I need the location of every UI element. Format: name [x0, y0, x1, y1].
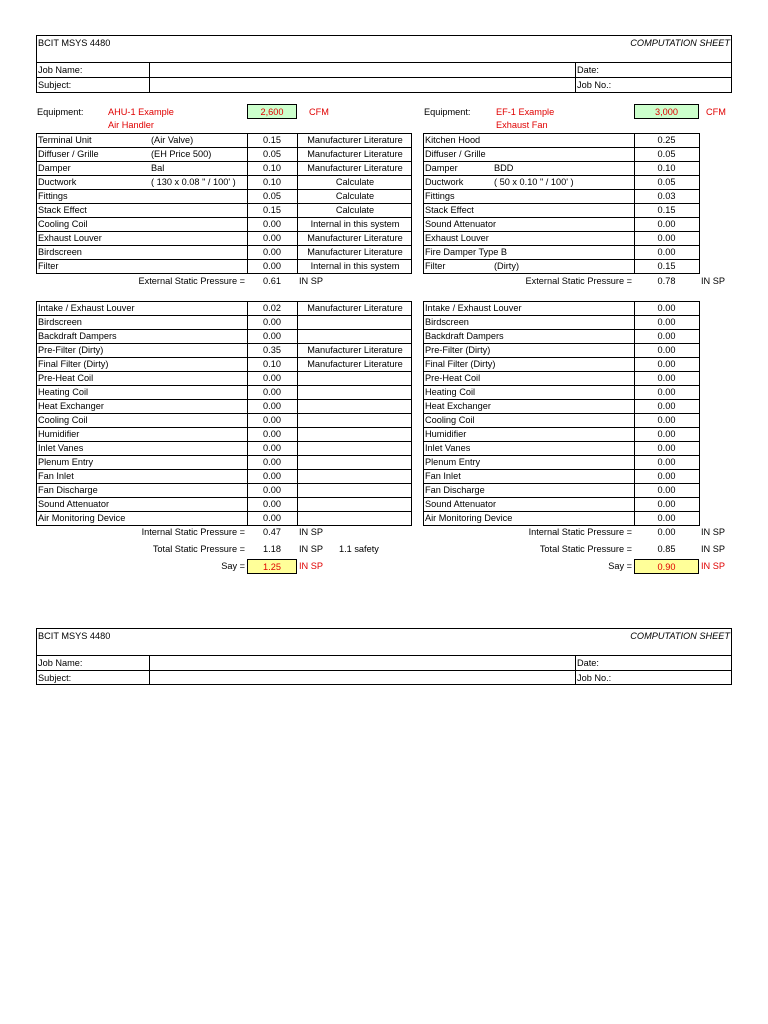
job-name-label: Job Name: [38, 65, 83, 75]
item-label: Birdscreen [425, 317, 469, 327]
pressure-value[interactable]: 0.15 [657, 261, 676, 271]
pressure-value[interactable]: 0.10 [657, 163, 676, 173]
pressure-value[interactable]: 0.00 [263, 219, 281, 229]
table-row [36, 329, 412, 343]
tsp-label: Total Static Pressure = [152, 544, 245, 554]
pressure-value[interactable]: 0.02 [263, 303, 281, 313]
item-label: Cooling Coil [425, 415, 475, 425]
table-row [36, 203, 412, 217]
item-label: Heat Exchanger [38, 401, 104, 411]
pressure-value[interactable]: 0.15 [657, 205, 676, 215]
pressure-value[interactable]: 0.03 [657, 191, 676, 201]
tsp-unit: IN SP [299, 544, 323, 554]
table-row [423, 371, 700, 385]
row-divider [36, 385, 412, 386]
source-note: Manufacturer Literature [307, 247, 403, 257]
pressure-value[interactable]: 0.00 [657, 457, 676, 467]
source-note: Calculate [335, 191, 375, 201]
date-field[interactable] [576, 656, 731, 670]
esp-unit: IN SP [299, 276, 323, 286]
pressure-value[interactable]: 0.10 [263, 177, 281, 187]
pressure-value[interactable]: 0.05 [263, 149, 281, 159]
pressure-value[interactable]: 0.00 [263, 373, 281, 383]
isp-unit: IN SP [701, 527, 725, 537]
table-row [36, 441, 412, 455]
item-label: Birdscreen [38, 247, 82, 257]
source-note: Manufacturer Literature [307, 135, 403, 145]
row-divider [36, 469, 412, 470]
table-row [423, 413, 700, 427]
item-label: Backdraft Dampers [38, 331, 117, 341]
pressure-value[interactable]: 0.15 [263, 135, 281, 145]
equipment-label: Equipment: [37, 107, 84, 117]
pressure-value[interactable]: 0.10 [263, 359, 281, 369]
item-detail: (Dirty) [494, 261, 520, 271]
source-note: Calculate [335, 177, 375, 187]
item-label: Heat Exchanger [425, 401, 491, 411]
item-label: Diffuser / Grille [38, 149, 99, 159]
cfm-unit: CFM [706, 107, 726, 117]
pressure-value[interactable]: 0.00 [263, 485, 281, 495]
table-row [423, 511, 700, 525]
table-row [423, 469, 700, 483]
table-row [423, 441, 700, 455]
pressure-value[interactable]: 0.00 [657, 345, 676, 355]
pressure-value[interactable]: 0.00 [263, 457, 281, 467]
pressure-value[interactable]: 0.05 [657, 177, 676, 187]
table-row [36, 133, 412, 147]
table-row [423, 399, 700, 413]
table-row [423, 175, 700, 189]
item-label: Fire Damper Type B [425, 247, 508, 257]
source-note: Internal in this system [310, 219, 400, 229]
item-label: Pre-Filter (Dirty) [38, 345, 104, 355]
item-label: Air Monitoring Device [425, 513, 513, 523]
item-label: Air Monitoring Device [38, 513, 126, 523]
say-label: Say = [221, 561, 245, 571]
job-name-field[interactable] [150, 656, 574, 670]
pressure-value[interactable]: 0.00 [263, 387, 281, 397]
row-divider [36, 427, 412, 428]
table-row [423, 147, 700, 161]
tsp-value: 0.85 [657, 544, 676, 554]
equipment-label: Equipment: [424, 107, 471, 117]
sheet-title: COMPUTATION SHEET [630, 631, 730, 641]
item-label: Fan Inlet [38, 471, 74, 481]
safety-note: 1.1 safety [339, 544, 379, 554]
org-label: BCIT MSYS 4480 [38, 38, 111, 48]
esp-value: 0.61 [263, 276, 281, 286]
item-label: Intake / Exhaust Louver [38, 303, 135, 313]
item-label: Diffuser / Grille [425, 149, 486, 159]
table-row [423, 483, 700, 497]
job-name-field[interactable] [150, 63, 574, 77]
table-row [36, 217, 412, 231]
tsp-label: Total Static Pressure = [539, 544, 632, 554]
esp-value: 0.78 [657, 276, 676, 286]
pressure-value[interactable]: 0.00 [657, 429, 676, 439]
esp-label: External Static Pressure = [138, 276, 245, 286]
item-label: Pre-Heat Coil [38, 373, 94, 383]
item-label: Fan Inlet [425, 471, 461, 481]
pressure-value[interactable]: 0.00 [657, 219, 676, 229]
item-label: Sound Attenuator [38, 499, 110, 509]
table-row [423, 497, 700, 511]
table-row [423, 189, 700, 203]
pressure-value[interactable]: 0.00 [657, 415, 676, 425]
row-divider [36, 315, 412, 316]
pressure-value[interactable]: 0.00 [657, 443, 676, 453]
pressure-value[interactable]: 0.35 [263, 345, 281, 355]
pressure-value[interactable]: 0.15 [263, 205, 281, 215]
pressure-value[interactable]: 0.00 [657, 331, 676, 341]
pressure-value[interactable]: 0.00 [657, 499, 676, 509]
say-unit: IN SP [701, 561, 725, 571]
cfm-value: 2,600 [260, 107, 284, 117]
table-row [36, 161, 412, 175]
item-label: Sound Attenuator [425, 219, 497, 229]
cfm-cell[interactable] [247, 104, 297, 119]
date-label: Date: [577, 658, 599, 668]
cfm-unit: CFM [309, 107, 329, 117]
pressure-value[interactable]: 0.10 [263, 163, 281, 173]
item-label: Filter [425, 261, 446, 271]
equipment-desc: Exhaust Fan [496, 120, 548, 130]
table-row [36, 427, 412, 441]
item-detail: (EH Price 500) [151, 149, 212, 159]
table-row [36, 399, 412, 413]
pressure-value[interactable]: 0.00 [263, 233, 281, 243]
tsp-unit: IN SP [701, 544, 725, 554]
table-row [423, 343, 700, 357]
table-row [36, 371, 412, 385]
table-row [423, 259, 700, 273]
table-row [36, 455, 412, 469]
table-row [36, 469, 412, 483]
pressure-value[interactable]: 0.00 [263, 317, 281, 327]
tsp-value: 1.18 [263, 544, 281, 554]
pressure-value[interactable]: 0.00 [657, 485, 676, 495]
item-detail: (Air Valve) [151, 135, 194, 145]
item-label: Damper [38, 163, 71, 173]
say-value: 0.90 [657, 562, 676, 572]
table-row [36, 413, 412, 427]
item-label: Sound Attenuator [425, 499, 497, 509]
item-label: Damper [425, 163, 458, 173]
job-no-field[interactable] [576, 671, 731, 685]
table-row [36, 315, 412, 329]
equipment-desc: Air Handler [108, 120, 154, 130]
item-label: Inlet Vanes [425, 443, 471, 453]
table-row [423, 161, 700, 175]
pressure-value[interactable]: 0.00 [263, 499, 281, 509]
isp-label: Internal Static Pressure = [528, 527, 632, 537]
table-row [36, 497, 412, 511]
item-label: Stack Effect [38, 205, 87, 215]
say-cell[interactable] [634, 559, 699, 574]
isp-value: 0.47 [263, 527, 281, 537]
subject-label: Subject: [38, 673, 72, 683]
pressure-value[interactable]: 0.05 [263, 191, 281, 201]
item-label: Plenum Entry [425, 457, 481, 467]
source-note: Manufacturer Literature [307, 345, 403, 355]
item-label: Exhaust Louver [425, 233, 489, 243]
job-name-label: Job Name: [38, 658, 83, 668]
table-row [423, 315, 700, 329]
table-row [423, 357, 700, 371]
say-cell[interactable] [247, 559, 297, 574]
table-row [36, 259, 412, 273]
item-label: Filter [38, 261, 59, 271]
pressure-value[interactable]: 0.00 [263, 429, 281, 439]
item-detail: BDD [494, 163, 514, 173]
esp-label: External Static Pressure = [525, 276, 632, 286]
table-row [423, 133, 700, 147]
job-no-label: Job No.: [577, 673, 612, 683]
item-label: Pre-Heat Coil [425, 373, 481, 383]
table-row [36, 301, 412, 315]
sheet-title: COMPUTATION SHEET [630, 38, 730, 48]
item-label: Heating Coil [425, 387, 476, 397]
table-row [423, 455, 700, 469]
source-note: Manufacturer Literature [307, 149, 403, 159]
item-label: Fittings [38, 191, 68, 201]
subject-field[interactable] [150, 78, 574, 92]
job-no-label: Job No.: [577, 80, 612, 90]
source-note: Manufacturer Literature [307, 163, 403, 173]
item-label: Cooling Coil [38, 415, 88, 425]
table-row [423, 427, 700, 441]
pressure-value[interactable]: 0.00 [263, 443, 281, 453]
pressure-value[interactable]: 0.00 [657, 471, 676, 481]
item-label: Cooling Coil [38, 219, 88, 229]
isp-unit: IN SP [299, 527, 323, 537]
item-detail: ( 130 x 0.08 " / 100' ) [151, 177, 236, 187]
say-value: 1.25 [263, 562, 281, 572]
job-no-field[interactable] [576, 78, 731, 92]
source-note: Calculate [335, 205, 375, 215]
table-row [36, 231, 412, 245]
date-field[interactable] [576, 63, 731, 77]
equipment-name: AHU-1 Example [108, 107, 174, 117]
item-detail: Bal [151, 163, 165, 173]
subject-field[interactable] [150, 671, 574, 685]
table-row [423, 203, 700, 217]
pressure-value[interactable]: 0.00 [657, 233, 676, 243]
row-divider [36, 413, 412, 414]
item-label: Intake / Exhaust Louver [425, 303, 522, 313]
esp-unit: IN SP [701, 276, 725, 286]
pressure-value[interactable]: 0.00 [657, 513, 676, 523]
item-label: Ductwork [425, 177, 464, 187]
table-row [423, 329, 700, 343]
item-label: Exhaust Louver [38, 233, 102, 243]
item-label: Inlet Vanes [38, 443, 84, 453]
table-row [423, 245, 700, 259]
isp-value: 0.00 [657, 527, 676, 537]
isp-label: Internal Static Pressure = [141, 527, 245, 537]
item-label: Birdscreen [38, 317, 82, 327]
item-label: Ductwork [38, 177, 77, 187]
pressure-value[interactable]: 0.00 [657, 373, 676, 383]
pressure-value[interactable]: 0.00 [263, 247, 281, 257]
item-label: Final Filter (Dirty) [38, 359, 109, 369]
pressure-value[interactable]: 0.00 [657, 247, 676, 257]
equipment-name: EF-1 Example [496, 107, 555, 117]
table-row [423, 217, 700, 231]
item-label: Backdraft Dampers [425, 331, 504, 341]
pressure-value[interactable]: 0.00 [263, 513, 281, 523]
source-note: Manufacturer Literature [307, 303, 403, 313]
source-note: Manufacturer Literature [307, 359, 403, 369]
source-note: Manufacturer Literature [307, 233, 403, 243]
pressure-value[interactable]: 0.00 [263, 415, 281, 425]
subject-label: Subject: [38, 80, 72, 90]
pressure-value[interactable]: 0.00 [657, 303, 676, 313]
pressure-value[interactable]: 0.00 [657, 317, 676, 327]
org-label: BCIT MSYS 4480 [38, 631, 111, 641]
cfm-cell[interactable] [634, 104, 699, 119]
say-label: Say = [608, 561, 632, 571]
item-label: Fan Discharge [38, 485, 98, 495]
pressure-value[interactable]: 0.05 [657, 149, 676, 159]
item-label: Final Filter (Dirty) [425, 359, 496, 369]
pressure-value[interactable]: 0.00 [657, 387, 676, 397]
item-label: Terminal Unit [38, 135, 92, 145]
pressure-value[interactable]: 0.00 [263, 331, 281, 341]
table-row [36, 385, 412, 399]
table-row [423, 385, 700, 399]
pressure-value[interactable]: 0.00 [263, 261, 281, 271]
cfm-value: 3,000 [655, 107, 678, 117]
item-label: Humidifier [425, 429, 467, 439]
table-row [36, 245, 412, 259]
table-row [36, 483, 412, 497]
pressure-value[interactable]: 0.00 [263, 401, 281, 411]
pressure-value[interactable]: 0.00 [657, 359, 676, 369]
item-label: Pre-Filter (Dirty) [425, 345, 491, 355]
item-label: Plenum Entry [38, 457, 94, 467]
table-row [36, 189, 412, 203]
item-label: Humidifier [38, 429, 80, 439]
table-row [36, 175, 412, 189]
date-label: Date: [577, 65, 599, 75]
item-label: Fittings [425, 191, 455, 201]
table-row [423, 301, 700, 315]
table-row [423, 231, 700, 245]
table-row [36, 343, 412, 357]
row-divider [36, 441, 412, 442]
pressure-value[interactable]: 0.25 [657, 135, 676, 145]
item-label: Heating Coil [38, 387, 89, 397]
table-row [36, 357, 412, 371]
table-row [36, 511, 412, 525]
table-row [36, 147, 412, 161]
pressure-value[interactable]: 0.00 [263, 471, 281, 481]
item-label: Stack Effect [425, 205, 474, 215]
item-label: Kitchen Hood [425, 135, 481, 145]
pressure-value[interactable]: 0.00 [657, 401, 676, 411]
item-label: Fan Discharge [425, 485, 485, 495]
item-detail: ( 50 x 0.10 " / 100' ) [494, 177, 574, 187]
source-note: Internal in this system [310, 261, 400, 271]
say-unit: IN SP [299, 561, 323, 571]
